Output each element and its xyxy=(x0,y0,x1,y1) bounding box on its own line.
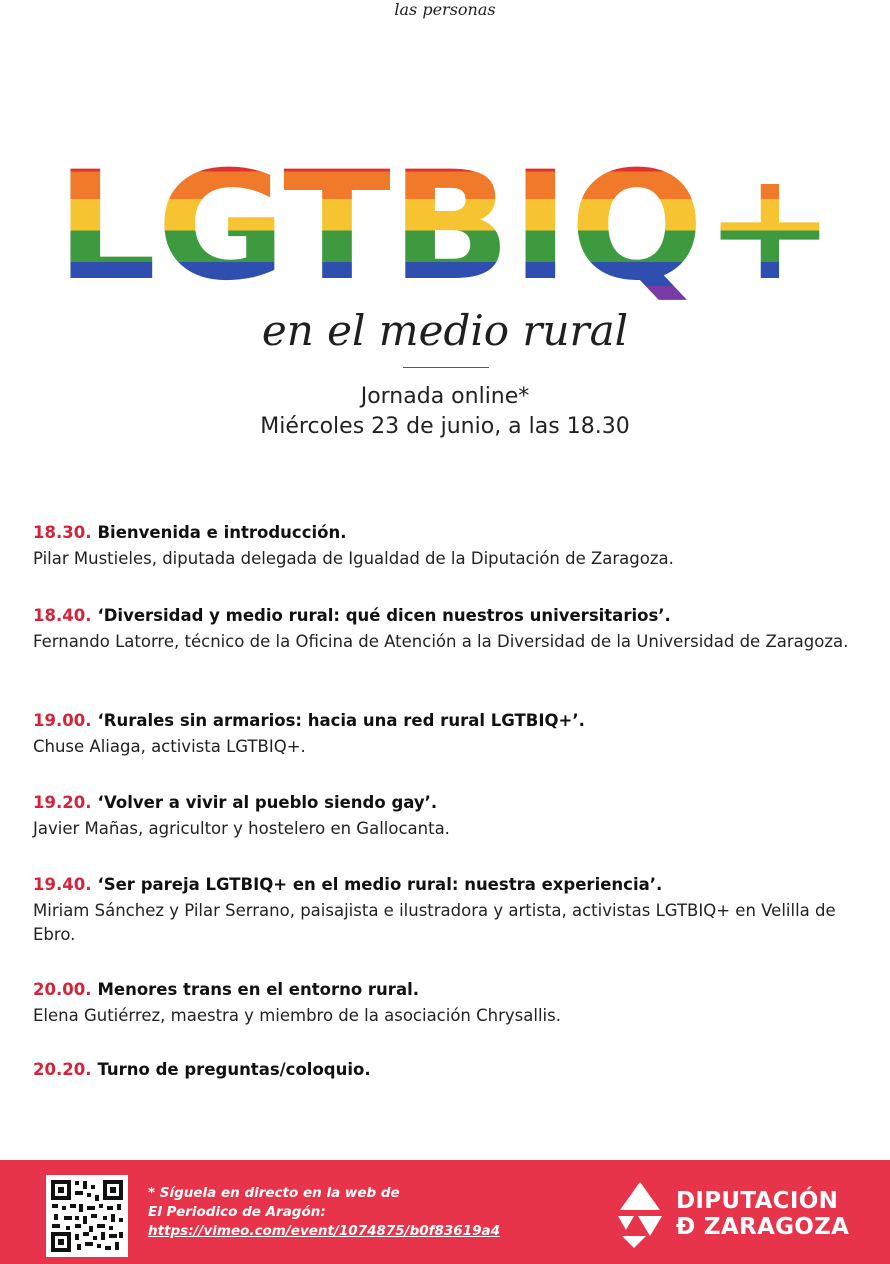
org-name-line-1: DIPUTACIÓN xyxy=(676,1188,839,1214)
subtitle-text: en el medio rural xyxy=(261,306,629,355)
item-time: 20.00. xyxy=(33,980,92,999)
program-item xyxy=(33,604,873,709)
item-time: 18.40. xyxy=(33,606,92,625)
program-item xyxy=(33,791,873,873)
item-title: Bienvenida e introducción. xyxy=(97,523,347,542)
program-item xyxy=(33,521,873,604)
kicker-text: las personas xyxy=(394,0,496,19)
org-name-line-2: Ð ZARAGOZA xyxy=(676,1214,850,1240)
lgtbiq-title-graphic xyxy=(56,152,840,314)
event-date: Miércoles 23 de junio, a las 18.30 xyxy=(260,414,630,439)
program-item xyxy=(33,873,873,978)
item-desc: Chuse Aliaga, activista LGTBIQ+. xyxy=(33,737,306,756)
item-title: Turno de preguntas/coloquio. xyxy=(97,1060,371,1079)
item-desc: Miriam Sánchez y Pilar Serrano, paisajista e ilustradora y artista, activistas LGTBIQ+ en Velilla de Ebro. xyxy=(33,901,836,944)
org-name xyxy=(676,1188,849,1240)
footer-line-1: * Síguela en directo en la web de xyxy=(148,1185,400,1201)
item-desc: Pilar Mustieles, diputada delegada de Igualdad de la Diputación de Zaragoza. xyxy=(33,549,674,568)
item-title: ‘Diversidad y medio rural: qué dicen nuestros universitarios’. xyxy=(97,606,671,625)
title-text: LGTBIQ+ xyxy=(56,152,836,314)
qr-code-icon[interactable] xyxy=(46,1175,128,1257)
program-list xyxy=(33,521,873,1082)
item-desc: Javier Mañas, agricultor y hostelero en Gallocanta. xyxy=(33,819,450,838)
item-title: ‘Rurales sin armarios: hacia una red rural LGTBIQ+’. xyxy=(97,711,585,730)
program-item xyxy=(33,1058,873,1082)
item-title: ‘Ser pareja LGTBIQ+ en el medio rural: nuestra experiencia’. xyxy=(97,875,663,894)
item-time: 20.20. xyxy=(33,1060,92,1079)
item-time: 19.20. xyxy=(33,793,92,812)
item-time: 19.40. xyxy=(33,875,92,894)
footer-line-2: El Periodico de Aragón: xyxy=(148,1204,326,1220)
item-title: Menores trans en el entorno rural. xyxy=(97,980,420,999)
program-item xyxy=(33,978,873,1058)
footer-note xyxy=(148,1184,500,1241)
item-time: 18.30. xyxy=(33,523,92,542)
event-type: Jornada online* xyxy=(360,384,530,409)
program-item xyxy=(33,709,873,791)
stream-link[interactable]: https://vimeo.com/event/1074875/b0f83619a4 xyxy=(148,1223,500,1239)
diputacion-logo-icon xyxy=(612,1180,668,1250)
item-desc: Elena Gutiérrez, maestra y miembro de la asociación Chrysallis. xyxy=(33,1006,561,1025)
item-desc: Fernando Latorre, técnico de la Oficina de Atención a la Diversidad de la Universidad de Zaragoza. xyxy=(33,632,849,651)
divider xyxy=(403,367,489,368)
item-title: ‘Volver a vivir al pueblo siendo gay’. xyxy=(97,793,438,812)
item-time: 19.00. xyxy=(33,711,92,730)
footer-bar xyxy=(0,1160,890,1264)
